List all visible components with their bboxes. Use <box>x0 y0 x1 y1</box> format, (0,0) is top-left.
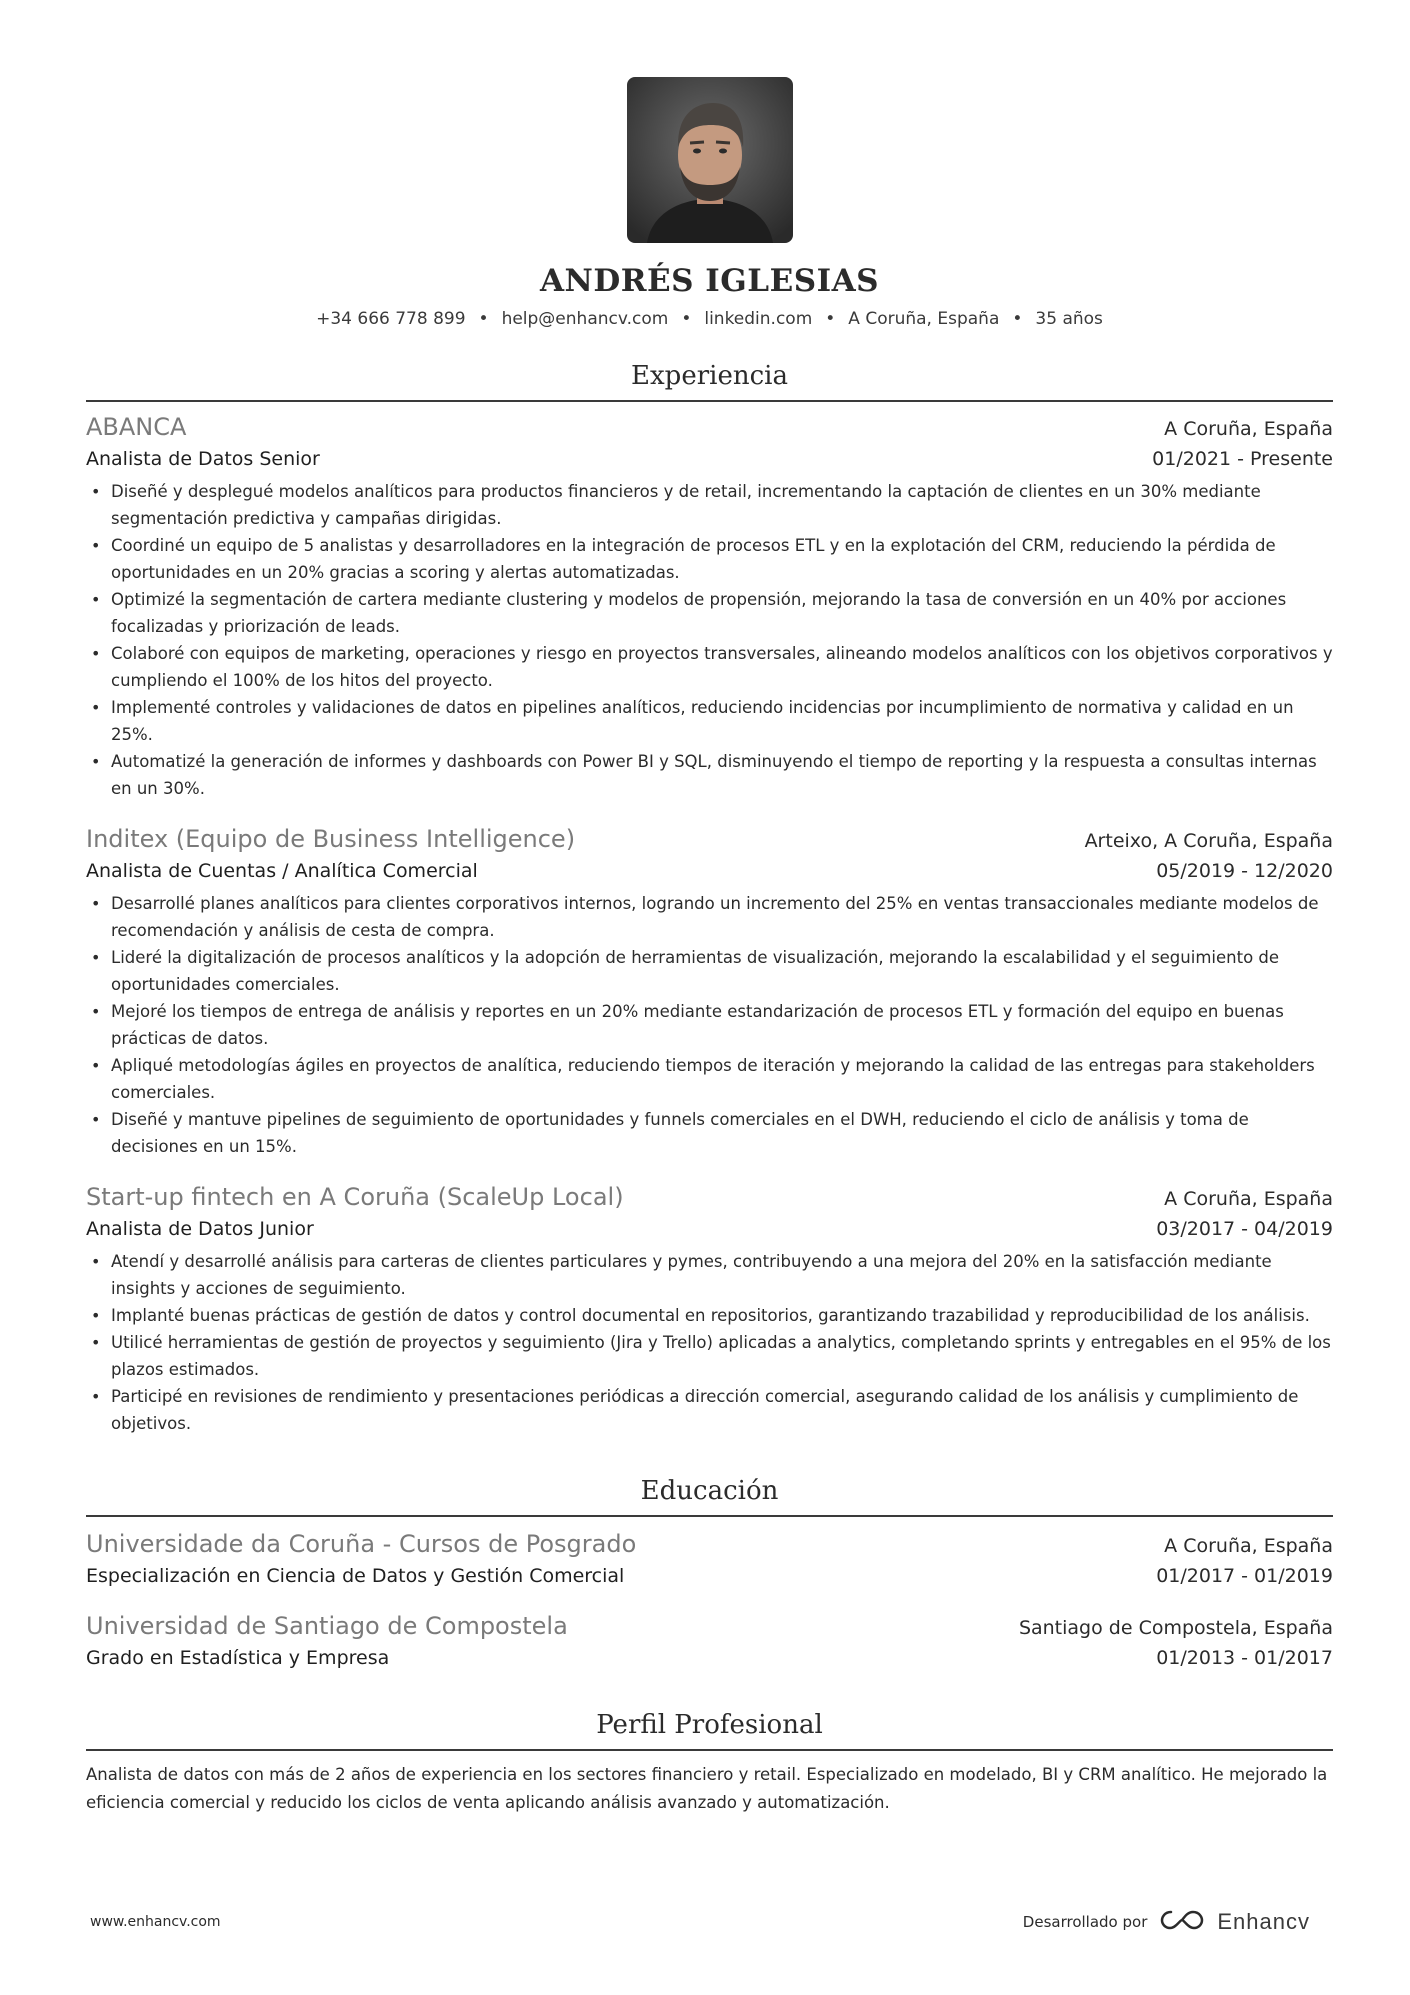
candidate-name: ANDRÉS IGLESIAS <box>539 263 880 299</box>
section-title-experience: Experiencia <box>86 358 1333 402</box>
powered-by-label: Desarrollado por <box>1022 1913 1148 1931</box>
bullet-item: • Implementé controles y validaciones de datos en pipelines analíticos, reduciendo incidencias por incumplimiento de normativa y calidad en un 25%. <box>111 694 1333 748</box>
separator: • <box>681 309 692 329</box>
bullet-item: • Diseñé y mantuve pipelines de seguimiento de oportunidades y funnels comerciales en el DWH, reduciendo el ciclo de análisis y toma de decisiones en un 15%. <box>111 1106 1333 1160</box>
job-entry <box>86 410 1333 802</box>
contact-line <box>86 307 1333 331</box>
bullet-item: • Atendí y desarrollé análisis para carteras de clientes particulares y pymes, contribuyendo a una mejora del 20% en la satisfacción mediante insights y acciones de seguimiento. <box>111 1248 1333 1302</box>
age: 35 años <box>1035 309 1103 329</box>
company-name: Start-up fintech en A Coruña (ScaleUp Local) <box>86 1183 624 1211</box>
separator: • <box>1012 309 1023 329</box>
profile-section <box>86 1707 1333 1817</box>
bullet-item: • Apliqué metodologías ágiles en proyectos de analítica, reduciendo tiempos de iteración y mejorando la calidad de las entregas para stakeholders comerciales. <box>111 1052 1333 1106</box>
education-entry <box>86 1609 1333 1673</box>
job-bullets <box>86 890 1333 1160</box>
profile-summary: Analista de datos con más de 2 años de experiencia en los sectores financiero y retail. Especializado en modelado, BI y CRM analítico. He mejorado la eficiencia comercial y reducido los ciclos de venta aplicando análisis avanzado y automatización. <box>86 1765 1328 1812</box>
school-location: Santiago de Compostela, España <box>1018 1617 1333 1639</box>
profile-photo <box>627 77 793 243</box>
job-bullets <box>86 1248 1333 1437</box>
school-name: Universidad de Santiago de Compostela <box>86 1612 568 1640</box>
job-dates: 05/2019 - 12/2020 <box>1156 860 1333 882</box>
job-entry <box>86 1180 1333 1437</box>
bullet-item: • Coordiné un equipo de 5 analistas y desarrolladores en la integración de procesos ETL y en la explotación del CRM, reduciendo la pérdida de oportunidades en un 20% gracias a scoring y alertas automatizadas. <box>111 532 1333 586</box>
job-location: A Coruña, España <box>1164 1188 1333 1210</box>
education-dates: 01/2017 - 01/2019 <box>1156 1565 1333 1587</box>
section-title-education: Educación <box>86 1473 1333 1517</box>
bullet-item: • Desarrollé planes analíticos para clientes corporativos internos, logrando un incremento del 25% en ventas transaccionales mediante modelos de recomendación y análisis de cesta de compra. <box>111 890 1333 944</box>
phone: +34 666 778 899 <box>316 309 466 329</box>
bullet-item: • Colaboré con equipos de marketing, operaciones y riesgo en proyectos transversales, alineando modelos analíticos con los objetivos corporativos y cumpliendo el 100% de los hitos del proyecto. <box>111 640 1333 694</box>
degree: Grado en Estadística y Empresa <box>86 1647 390 1669</box>
bullet-item: • Optimizé la segmentación de cartera mediante clustering y modelos de propensión, mejorando la tasa de conversión en un 40% por acciones focalizadas y priorización de leads. <box>111 586 1333 640</box>
footer <box>90 1908 1310 1936</box>
job-location: A Coruña, España <box>1164 418 1333 440</box>
education-entry <box>86 1527 1333 1591</box>
separator: • <box>478 309 489 329</box>
school-name: Universidade da Coruña - Cursos de Posgrado <box>86 1530 637 1558</box>
location: A Coruña, España <box>848 309 1000 329</box>
company-name: Inditex (Equipo de Business Intelligence) <box>86 825 576 853</box>
job-entry <box>86 822 1333 1160</box>
bullet-item: • Implanté buenas prácticas de gestión de datos y control documental en repositorios, garantizando trazabilidad y reproducibilidad de los análisis. <box>111 1302 1333 1329</box>
resume-header <box>86 77 1333 331</box>
brand-name: Enhancv <box>1217 1909 1310 1934</box>
bullet-item: • Automatizé la generación de informes y dashboards con Power BI y SQL, disminuyendo el tiempo de reporting y la respuesta a consultas internas en un 30%. <box>111 748 1333 802</box>
degree: Especialización en Ciencia de Datos y Gestión Comercial <box>86 1565 625 1587</box>
job-bullets <box>86 478 1333 802</box>
job-title: Analista de Datos Junior <box>86 1218 314 1240</box>
enhancv-logo-icon <box>1159 1908 1205 1936</box>
job-location: Arteixo, A Coruña, España <box>1084 830 1333 852</box>
section-title-profile: Perfil Profesional <box>86 1707 1333 1751</box>
bullet-item: • Lideré la digitalización de procesos analíticos y la adopción de herramientas de visualización, mejorando la escalabilidad y el seguimiento de oportunidades comerciales. <box>111 944 1333 998</box>
company-name: ABANCA <box>86 413 187 441</box>
linkedin: linkedin.com <box>704 309 813 329</box>
email: help@enhancv.com <box>501 309 669 329</box>
job-title: Analista de Cuentas / Analítica Comercial <box>86 860 478 882</box>
education-section <box>86 1473 1333 1673</box>
job-dates: 01/2021 - Presente <box>1152 448 1333 470</box>
bullet-item: • Diseñé y desplegué modelos analíticos para productos financieros y de retail, incrementando la captación de clientes en un 30% mediante segmentación predictiva y campañas dirigidas. <box>111 478 1333 532</box>
bullet-item: • Utilicé herramientas de gestión de proyectos y seguimiento (Jira y Trello) aplicadas a analytics, completando sprints y entregables en el 95% de los plazos estimados. <box>111 1329 1333 1383</box>
bullet-item: • Mejoré los tiempos de entrega de análisis y reportes en un 20% mediante estandarización de procesos ETL y formación del equipo en buenas prácticas de datos. <box>111 998 1333 1052</box>
experience-section <box>86 358 1333 1437</box>
job-dates: 03/2017 - 04/2019 <box>1156 1218 1333 1240</box>
footer-url[interactable]: www.enhancv.com <box>90 1914 221 1930</box>
resume-page <box>86 0 1333 1817</box>
footer-brand <box>1023 1908 1310 1936</box>
job-title: Analista de Datos Senior <box>86 448 320 470</box>
bullet-item: • Participé en revisiones de rendimiento y presentaciones periódicas a dirección comercial, asegurando calidad de los análisis y cumplimiento de objetivos. <box>111 1383 1333 1437</box>
school-location: A Coruña, España <box>1164 1535 1333 1557</box>
separator: • <box>825 309 836 329</box>
education-dates: 01/2013 - 01/2017 <box>1156 1647 1333 1669</box>
